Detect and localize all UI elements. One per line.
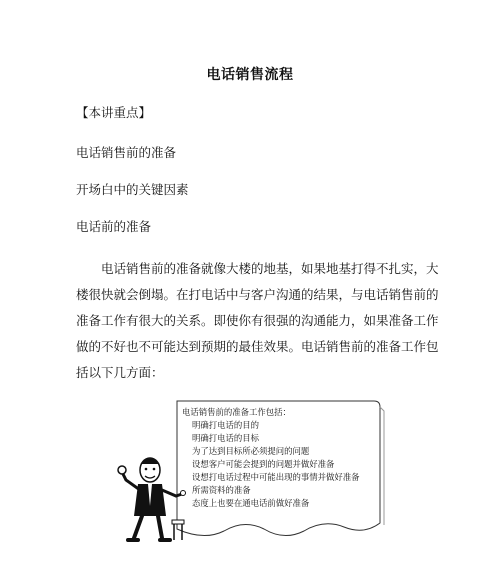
section-heading: 【本讲重点】 [76,105,152,120]
body-paragraph [76,256,439,386]
note-item-2: 明确打电话的目标 [192,433,259,443]
paragraph-line-5: 括以下几方面： [76,365,164,380]
paragraph-line-1: 电话销售前的准备就像大楼的地基，如果地基打得不扎实，大 [101,261,439,276]
page-title: 电话销售流程 [206,67,294,83]
note-text [182,406,360,510]
key-point-1: 电话销售前的准备 [76,145,177,160]
note-item-3: 为了达到目标所必须提问的问题 [192,446,310,456]
illustration [112,395,392,545]
paragraph-line-3: 准备工作有很大的关系。即使你有很强的沟通能力，如果准备工作 [76,313,439,328]
paragraph-line-2: 楼很快就会倒塌。在打电话中与客户沟通的结果，与电话销售前的 [76,287,439,302]
note-item-1: 明确打电话的目的 [192,420,259,430]
note-item-4: 设想客户可能会提到的问题并做好准备 [192,459,335,469]
note-item-5: 设想打电话过程中可能出现的事情并做好准备 [192,472,360,482]
note-heading: 电话销售前的准备工作包括： [182,407,291,417]
presenter-figure-icon [112,450,192,545]
note-item-6: 所需资料的准备 [192,485,251,495]
key-point-3: 电话前的准备 [76,219,152,234]
key-point-2: 开场白中的关键因素 [76,182,189,197]
note-item-7: 态度上也要在通电话前做好准备 [192,498,310,508]
paragraph-line-4: 做的不好也不可能达到预期的最佳效果。电话销售前的准备工作包 [76,339,439,354]
